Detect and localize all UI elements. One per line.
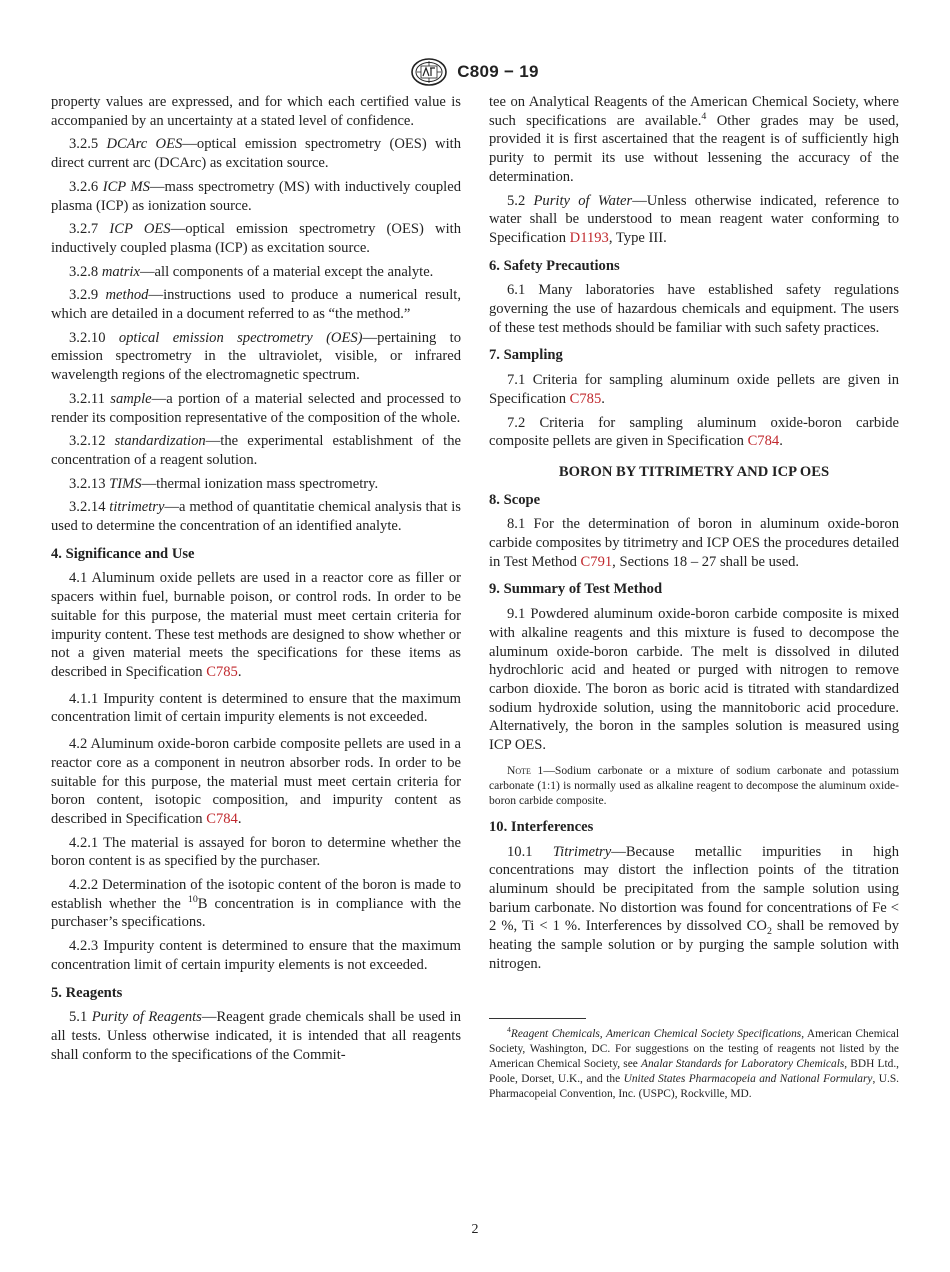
definition-3-2-14: 3.2.14 titrimetry—a method of quantitatie chemical analysis that is used to determine the concentration of an identified analyte.: [51, 499, 461, 535]
definition-3-2-7: 3.2.7 ICP OES—optical emission spectrometry (OES) with inductively coupled plasma (ICP) as excitation source.: [51, 221, 461, 256]
section-heading-9: 9. Summary of Test Method: [489, 581, 663, 598]
continued-paragraph-right: tee on Analytical Reagents of the American Chemical Society, where such specifications are available.$^4$ Other grades may be used, provided it is first ascertained that the reagent is of sufficiently high purity to permit its use without lessening the accuracy of the determination.: [489, 94, 899, 185]
left-column: [51, 93, 461, 1069]
right-column: [489, 93, 899, 1107]
ref-link-c791[interactable]: C791: [580, 553, 613, 570]
paragraph-4-1: 4.1 Aluminum oxide pellets are used in a reactor core as filler or spacers within fuel, burnable poison, or control rods. In order to be suitable for this purpose, the material must meet certain criteria for impurity content. These test methods are designed to show whether or not a given material meets the specifications for these items as described in Specification C785.: [51, 570, 461, 680]
paragraph-5-2: 5.2 Purity of Water—Unless otherwise indicated, reference to water shall be understood to mean reagent water conforming to Specification D1193, Type III.: [489, 192, 900, 246]
definition-3-2-5: 3.2.5 DCArc OES—optical emission spectrometry (OES) with direct current arc (DCArc) as excitation source.: [51, 136, 461, 172]
page-header: [0, 58, 950, 86]
note-1: Note 1—Sodium carbonate or a mixture of sodium carbonate and potassium carbonate (1:1) is normally used as alkaline reagent to decompose the aluminum oxide-boron carbide composite.: [489, 763, 899, 807]
paragraph-5-1: 5.1 Purity of Reagents—Reagent grade chemicals shall be used in all tests. Unless otherwise indicated, it is intended that all reagents shall conform to the specifications of the Commit-: [51, 1009, 461, 1063]
footnote-marker: 4: [701, 110, 707, 122]
footnote-divider: [489, 1018, 586, 1019]
definition-3-2-8: 3.2.8 matrix—all components of a material except the analyte.: [69, 263, 434, 280]
definition-3-2-6: 3.2.6 ICP MS—mass spectrometry (MS) with inductively coupled plasma (ICP) as ionization source.: [51, 178, 461, 214]
paragraph-4-2-2: 4.2.2 Determination of the isotopic content of the boron is made to establish whether the $^{10}$B concentration is in compliance with the purchaser’s specifications.: [51, 877, 461, 931]
paragraph-4-2-1: 4.2.1 The material is assayed for boron to determine whether the boron content is as specified by the purchaser.: [51, 834, 461, 870]
definition-3-2-11: 3.2.11 sample—a portion of a material selected and processed to render its composition representative of the composition of the whole.: [51, 390, 461, 426]
paragraph-4-1-1: 4.1.1 Impurity content is determined to ensure that the maximum concentration limit of certain impurity elements is not exceeded.: [51, 690, 461, 726]
astm-logo-icon: [411, 58, 447, 86]
definition-3-2-12: 3.2.12 standardization—the experimental establishment of the concentration of a reagent solution.: [51, 433, 461, 468]
paragraph-7-1: 7.1 Criteria for sampling aluminum oxide pellets are given in Specification C785.: [489, 372, 899, 407]
paragraph-8-1: 8.1 For the determination of boron in aluminum oxide-boron carbide composites by titrimetry and ICP OES the procedures detailed in Test Method C791, Sections 18 – 27 shall be used.: [489, 516, 900, 570]
footnote-4: $^4$Reagent Chemicals, American Chemical Society Specifications, American Chemical Society, Washington, DC. For suggestions on the testing of reagents not listed by the American Chemical Society, see Analar Standards for Laboratory Chemicals, BDH Ltd., Poole, Dorset, U.K., and the United States Pharmacopeia and National Formulary, U.S. Pharmacopeial Convention, Inc. (USPC), Rockville, MD.: [489, 1025, 900, 1101]
paragraph-10-1: 10.1 Titrimetry—Because metallic impurities in high concentrations may distort the inflection points of the titration aluminum should be precipitated from the sample solution using barium carbonate. No distortion was found for concentrations of Fe < 2 %, Ti < 1 %. Interferences by dissolved $CO_2$ shall be removed by heating the sample solution or by purging the sample solution with nitrogen.: [489, 843, 899, 972]
paragraph-9-1: 9.1 Powdered aluminum oxide-boron carbide composite is mixed with alkaline reagents and this mixture is fused to decompose the aluminum oxide-boron carbide. The melt is dissolved in diluted hydrochloric acid and heated or purged with nitrogen to remove carbon dioxide. The boron as boric acid is titrated with standardized sodium hydroxide solution, using the mannitoboric acid procedure. Alternatively, the boron in the samples solution is measured using ICP OES.: [489, 606, 899, 754]
ref-link-d1193[interactable]: D1193: [569, 229, 609, 246]
continued-paragraph: property values are expressed, and for which each certified value is accompanied by an uncertainty at a stated level of confidence.: [51, 94, 461, 129]
page-number: 2: [471, 1222, 479, 1237]
major-heading: BORON BY TITRIMETRY AND ICP OES: [558, 463, 830, 480]
ref-link-c784[interactable]: C784: [747, 433, 780, 450]
ref-link-c785[interactable]: C785: [569, 390, 602, 407]
standard-designation: C809 − 19: [457, 62, 539, 81]
definition-3-2-10: 3.2.10 optical emission spectrometry (OES)—pertaining to emission spectrometry in the ultraviolet, visible, or infrared wavelength regions of the electromagnetic spectrum.: [51, 329, 461, 384]
paragraph-7-2: 7.2 Criteria for sampling aluminum oxide-boron carbide composite pellets are given in Specification C784.: [489, 414, 899, 450]
section-heading-10: 10. Interferences: [489, 818, 594, 835]
paragraph-4-2: 4.2 Aluminum oxide-boron carbide composite pellets are used in a reactor core as a component in neutron absorber rods. In order to be suitable for this purpose, the material must meet certain criteria for boron content, isotopic composition, and impurity content as described in Specification C784.: [51, 736, 461, 827]
ref-link-c784[interactable]: C784: [206, 810, 238, 827]
ref-link-c785[interactable]: C785: [206, 663, 238, 680]
definition-3-2-9: 3.2.9 method—instructions used to produce a numerical result, which are detailed in a document referred to as “the method.”: [51, 287, 461, 323]
section-heading-4: 4. Significance and Use: [51, 545, 195, 562]
section-heading-8: 8. Scope: [489, 491, 541, 508]
section-heading-5: 5. Reagents: [51, 984, 123, 1001]
paragraph-4-2-3: 4.2.3 Impurity content is determined to ensure that the maximum concentration limit of certain impurity elements is not exceeded.: [51, 938, 461, 973]
paragraph-6-1: 6.1 Many laboratories have established safety regulations governing the use of hazardous chemicals and equipment. The users of these test methods should be familiar with such safety practices.: [489, 282, 899, 336]
definition-3-2-13: 3.2.13 TIMS—thermal ionization mass spectrometry.: [69, 475, 379, 492]
section-heading-6: 6. Safety Precautions: [489, 257, 620, 274]
section-heading-7: 7. Sampling: [489, 347, 563, 364]
